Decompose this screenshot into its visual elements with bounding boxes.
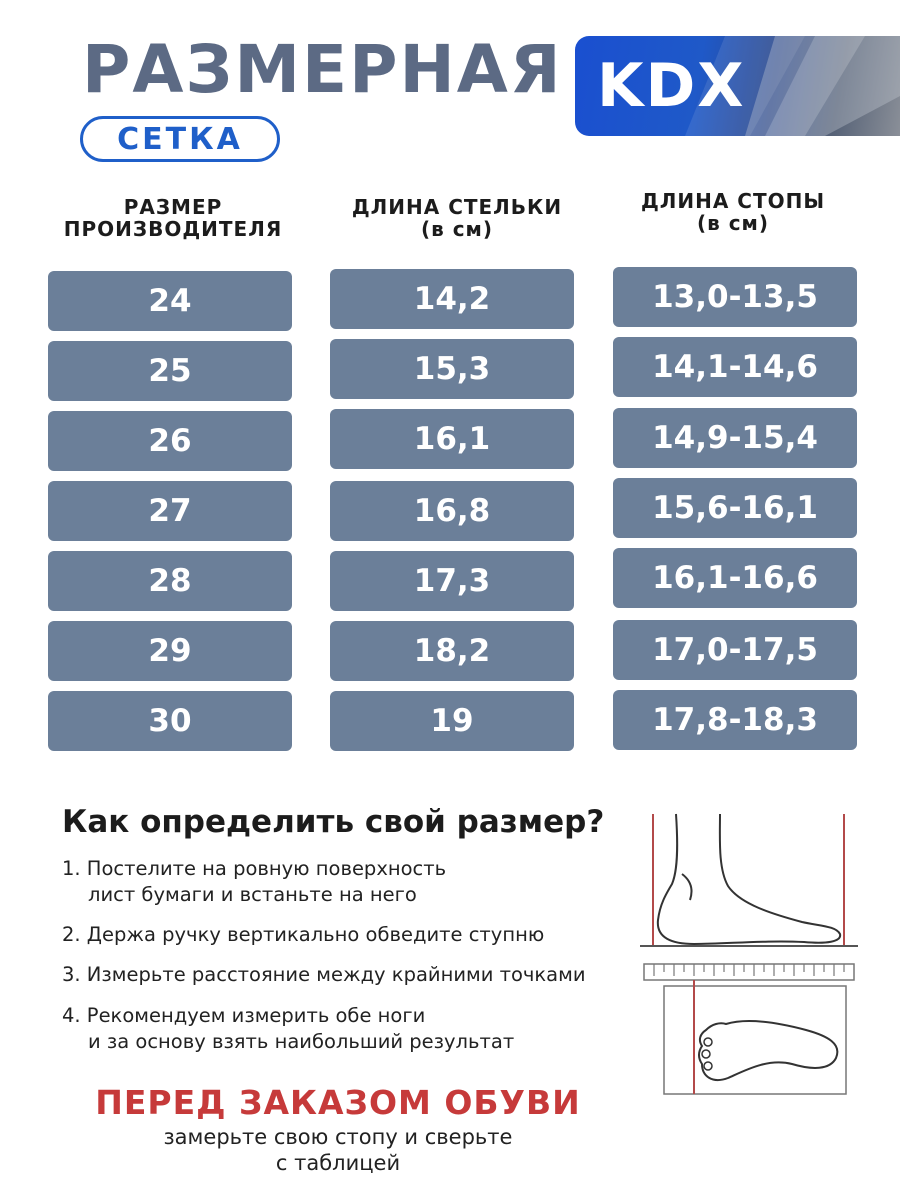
table-cell-foot: 14,1-14,6 [613,337,857,397]
foot-measure-illustration [636,808,862,1098]
table-cell-insole: 19 [330,691,574,751]
brand-name: KDX [597,51,746,121]
table-cell-insole: 15,3 [330,339,574,399]
table-cell-foot: 17,0-17,5 [613,620,857,680]
instruction-step-2: 2. Держа ручку вертикально обведите ступню [62,923,545,946]
table-cell-foot: 16,1-16,6 [613,548,857,608]
table-cell-size: 26 [48,411,292,471]
table-cell-foot: 17,8-18,3 [613,690,857,750]
table-cell-foot: 15,6-16,1 [613,478,857,538]
table-cell-foot: 13,0-13,5 [613,267,857,327]
table-cell-insole: 14,2 [330,269,574,329]
table-cell-insole: 16,8 [330,481,574,541]
table-cell-size: 24 [48,271,292,331]
table-cell-foot: 14,9-15,4 [613,408,857,468]
table-cell-size: 27 [48,481,292,541]
table-cell-insole: 16,1 [330,409,574,469]
table-cell-insole: 18,2 [330,621,574,681]
instruction-step-1: 1. Постелите на ровную поверхность лист бумаги и встаньте на него [62,857,447,906]
warning-title: ПЕРЕД ЗАКАЗОМ ОБУВИ [95,1083,581,1122]
table-cell-size: 30 [48,691,292,751]
table-cell-size: 25 [48,341,292,401]
brand-logo [575,36,900,136]
column-header-insole: ДЛИНА СТЕЛЬКИ (в см) [351,195,563,241]
subtitle-badge: СЕТКА [80,116,280,162]
column-header-foot: ДЛИНА СТОПЫ (в см) [640,189,826,235]
instruction-step-3: 3. Измерьте расстояние между крайними точками [62,963,586,986]
column-header-size: РАЗМЕР ПРОИЗВОДИТЕЛЯ [63,195,283,241]
warning-text: замерьте свою стопу и сверьте с таблицей [163,1125,513,1175]
table-cell-size: 28 [48,551,292,611]
instruction-step-4: 4. Рекомендуем измерить обе ноги и за основу взять наибольший результат [62,1004,515,1053]
page-title: РАЗМЕРНАЯ [82,31,563,108]
table-cell-size: 29 [48,621,292,681]
table-cell-insole: 17,3 [330,551,574,611]
instructions-title: Как определить свой размер? [62,804,605,840]
